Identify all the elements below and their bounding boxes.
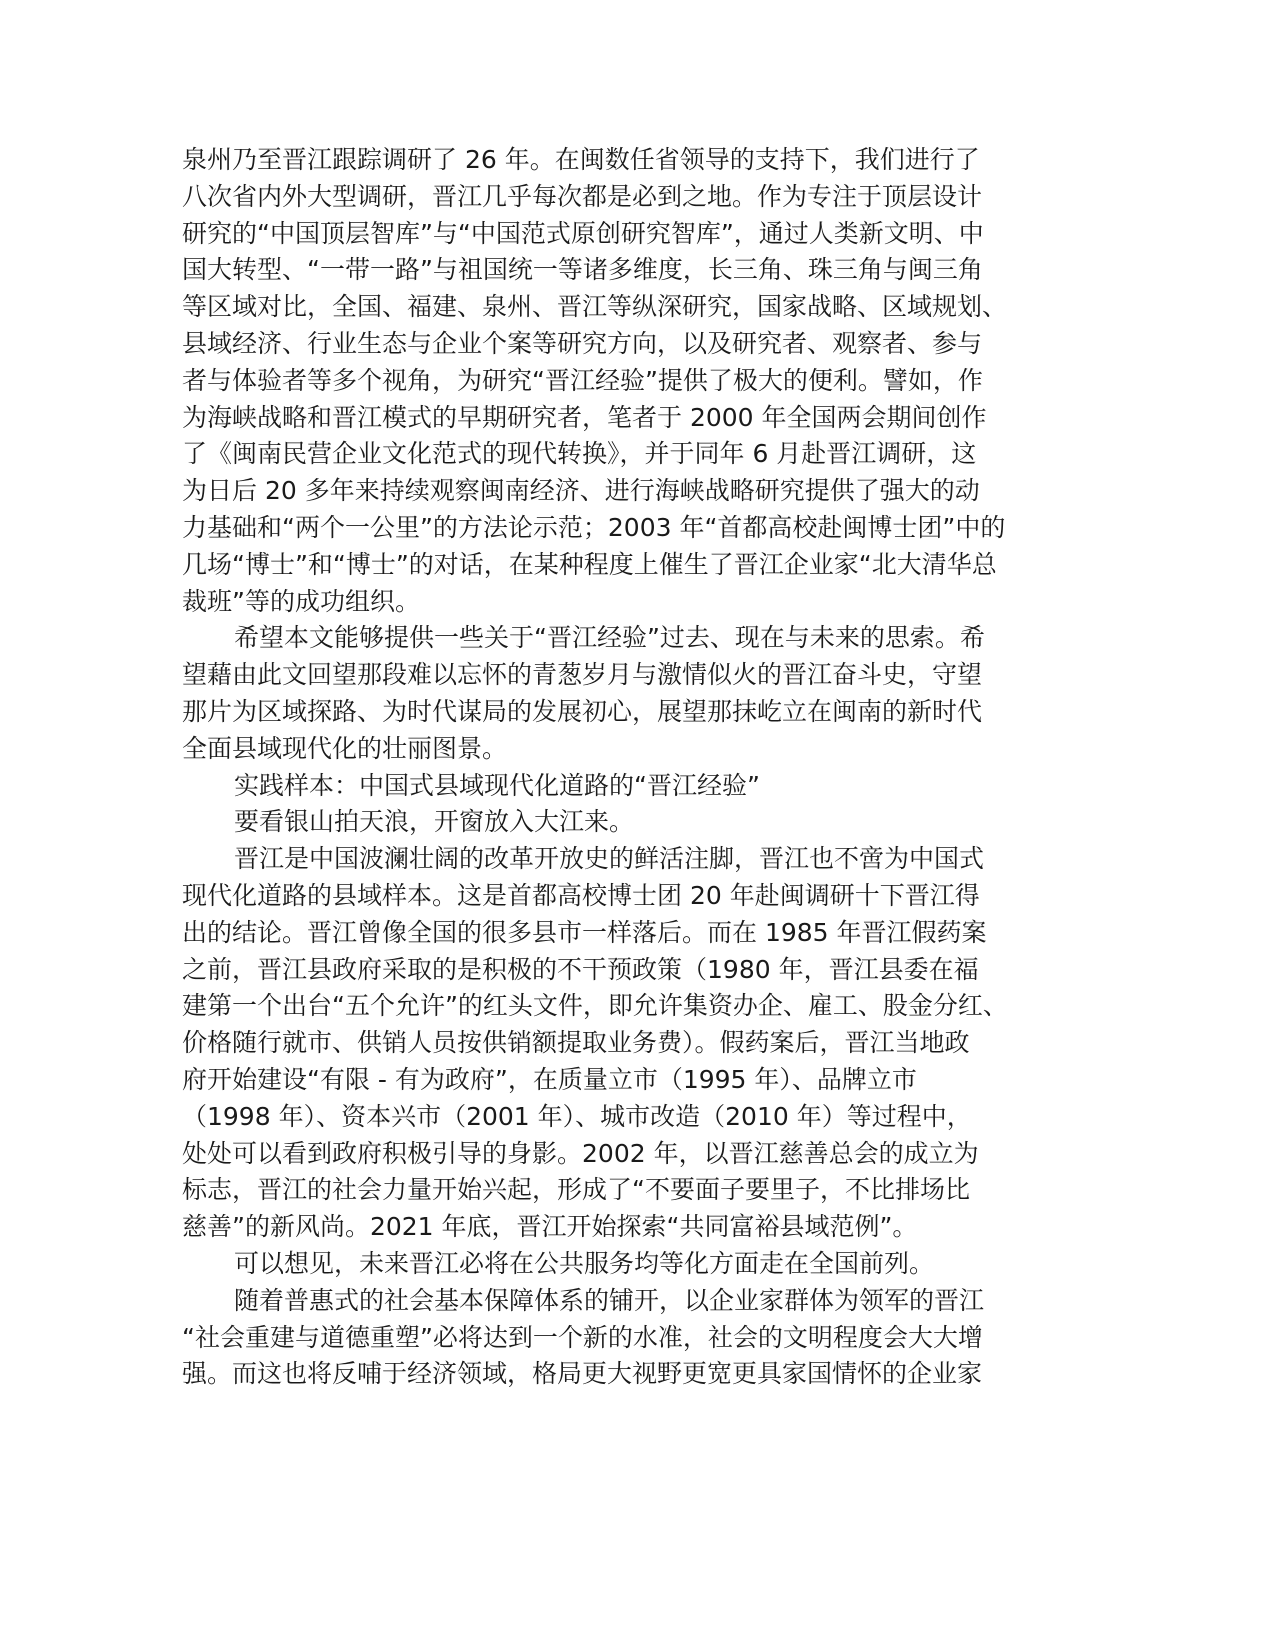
text-line: 晋江是中国波澜壮阔的改革开放史的鲜活注脚，晋江也不啻为中国式 (234, 844, 985, 874)
text-line: “社会重建与道德重塑”必将达到一个新的水准，社会的文明程度会大大增 (182, 1322, 983, 1352)
text-line: 标志，晋江的社会力量开始兴起，形成了“不要面子要里子，不比排场比 (182, 1175, 970, 1205)
text-line: 随着普惠式的社会基本保障体系的铺开，以企业家群体为领军的晋江 (234, 1285, 985, 1315)
text-line: 可以想见，未来晋江必将在公共服务均等化方面走在全国前列。 (234, 1248, 935, 1278)
text-line: 为日后 20 多年来持续观察闽南经济、进行海峡战略研究提供了强大的动 (182, 476, 980, 506)
text-line: 慈善”的新风尚。2021 年底，晋江开始探索“共同富裕县域范例”。 (182, 1212, 918, 1242)
text-line: 者与体验者等多个视角，为研究“晋江经验”提供了极大的便利。譬如，作 (182, 365, 983, 395)
text-line: 出的结论。晋江曾像全国的很多县市一样落后。而在 1985 年晋江假药案 (182, 917, 987, 947)
text-line: 价格随行就市、供销人员按供销额提取业务费）。假药案后，晋江当地政 (182, 1028, 970, 1058)
text-line: 国大转型、“一带一路”与祖国统一等诸多维度，长三角、珠三角与闽三角 (182, 255, 983, 285)
text-line: 希望本文能够提供一些关于“晋江经验”过去、现在与未来的思索。希 (234, 623, 985, 653)
text-line: 县域经济、行业生态与企业个案等研究方向，以及研究者、观察者、参与 (182, 328, 983, 358)
text-line: 之前，晋江县政府采取的是积极的不干预政策（1980 年，晋江县委在福 (182, 954, 979, 984)
text-line: 实践样本：中国式县域现代化道路的“晋江经验” (234, 770, 760, 800)
text-line: 研究的“中国顶层智库”与“中国范式原创研究智库”，通过人类新文明、中 (182, 218, 984, 248)
text-line: 现代化道路的县域样本。这是首都高校博士团 20 年赴闽调研十下晋江得 (182, 880, 980, 910)
text-line: （1998 年）、资本兴市（2001 年）、城市改造（2010 年）等过程中， (182, 1101, 972, 1131)
text-line: 八次省内外大型调研，晋江几乎每次都是必到之地。作为专注于顶层设计 (182, 181, 983, 211)
text-line: 几场“博士”和“博士”的对话，在某种程度上催生了晋江企业家“北大清华总 (182, 549, 997, 579)
text-line: 裁班”等的成功组织。 (182, 586, 420, 616)
text-line: 等区域对比，全国、福建、泉州、晋江等纵深研究，国家战略、区域规划、 (182, 292, 1008, 322)
text-line: 处处可以看到政府积极引导的身影。2002 年，以晋江慈善总会的成立为 (182, 1138, 979, 1168)
text-line: 全面县域现代化的壮丽图景。 (182, 733, 508, 763)
body-text (182, 142, 1082, 1393)
text-line: 了《闽南民营企业文化范式的现代转换》，并于同年 6 月赴晋江调研，这 (182, 439, 977, 469)
text-line: 强。而这也将反哺于经济领域，格局更大视野更宽更具家国情怀的企业家 (182, 1359, 983, 1389)
text-line: 为海峡战略和晋江模式的早期研究者，笔者于 2000 年全国两会期间创作 (182, 402, 987, 432)
text-line: 建第一个出台“五个允许”的红头文件，即允许集资办企、雇工、股金分红、 (182, 991, 1008, 1021)
text-line: 要看银山拍天浪，开窗放入大江来。 (234, 807, 635, 837)
text-line: 泉州乃至晋江跟踪调研了 26 年。在闽数任省领导的支持下，我们进行了 (182, 145, 980, 174)
text-line: 望藉由此文回望那段难以忘怀的青葱岁月与激情似火的晋江奋斗史，守望 (182, 660, 983, 690)
text-line: 那片为区域探路、为时代谋局的发展初心，展望那抹屹立在闽南的新时代 (182, 696, 983, 726)
text-line: 力基础和“两个一公里”的方法论示范；2003 年“首都高校赴闽博士团”中的 (182, 512, 1006, 542)
text-line: 府开始建设“有限 - 有为政府”，在质量立市（1995 年）、品牌立市 (182, 1064, 917, 1094)
